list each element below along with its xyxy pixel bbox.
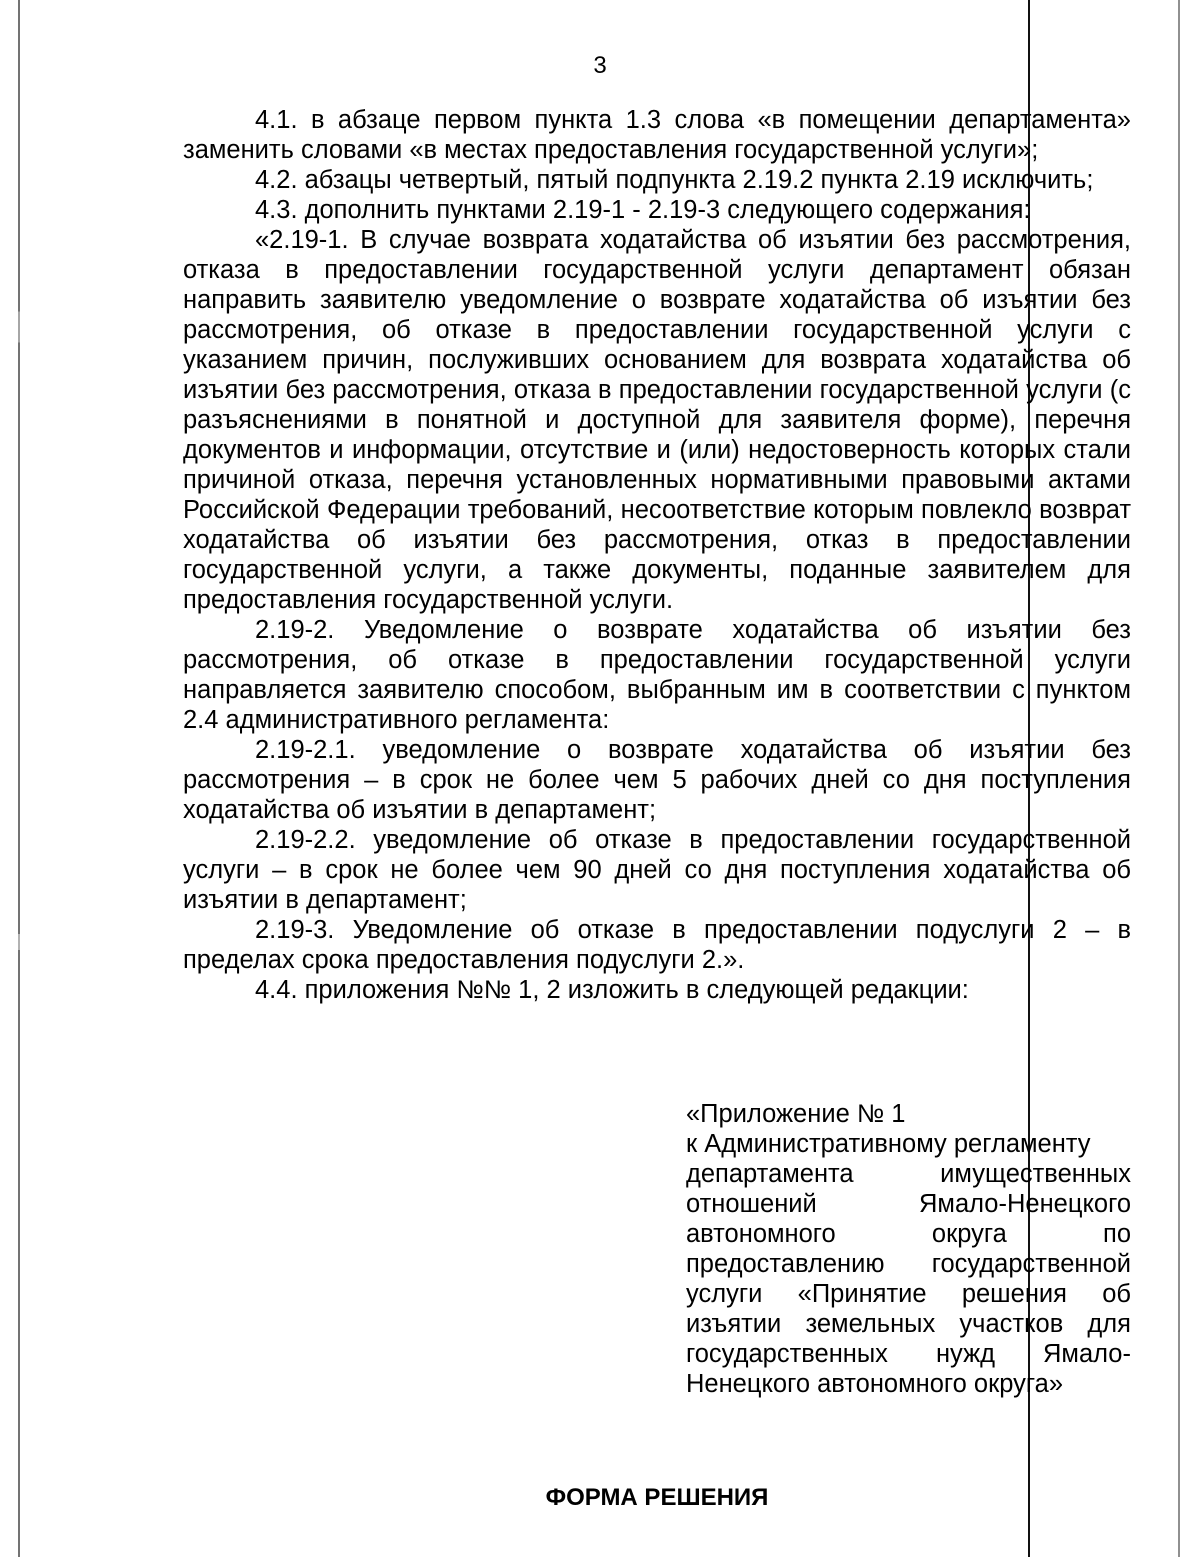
- scan-edge-right: [1178, 0, 1180, 1557]
- paragraph-4-2: 4.2. абзацы четвертый, пятый подпункта 2.19.2 пункта 2.19 исключить;: [255, 166, 1094, 194]
- paragraph-2-19-2-2: 2.19-2.2. уведомление об отказе в предоставлении государственной услуги – в срок не более чем 90 дней со дня поступления ходатайства об изъятии в департамент;: [183, 826, 1131, 914]
- paragraph-4-1: 4.1. в абзаце первом пункта 1.3 слова «в помещении департамента» заменить словами «в местах предоставления государственной услуги»;: [183, 106, 1131, 164]
- document-body: [183, 105, 1131, 1005]
- paragraph-2-19-3: 2.19-3. Уведомление об отказе в предоставлении подуслуги 2 – в пределах срока предоставления подуслуги 2.».: [183, 916, 1131, 974]
- scan-edge-left: [18, 0, 20, 1557]
- paragraph-2-19-2: 2.19-2. Уведомление о возврате ходатайства об изъятии без рассмотрения, об отказе в предоставлении государственной услуги направляется заявителю способом, выбранным им в соответствии с пунктом 2.4 административного регламента:: [183, 616, 1131, 734]
- appendix-heading: «Приложение № 1: [686, 1100, 906, 1128]
- paragraph-4-3: 4.3. дополнить пунктами 2.19-1 - 2.19-3 следующего содержания:: [255, 196, 1031, 224]
- page-number: 3: [593, 52, 607, 79]
- appendix-body: департамента имущественных отношений Ямало-Ненецкого автономного округа по предоставлению государственной услуги «Принятие решения об изъятии земельных участков для государственных нужд Ямало-Ненецкого автономного округа»: [686, 1160, 1131, 1398]
- form-title: ФОРМА РЕШЕНИЯ: [545, 1484, 769, 1511]
- paragraph-2-19-2-1: 2.19-2.1. уведомление о возврате ходатайства об изъятии без рассмотрения – в срок не более чем 5 рабочих дней со дня поступления ходатайства об изъятии в департамент;: [183, 736, 1131, 824]
- appendix-line-2: к Административному регламенту: [686, 1130, 1091, 1158]
- paragraph-4-4: 4.4. приложения №№ 1, 2 изложить в следующей редакции:: [255, 976, 969, 1004]
- paragraph-2-19-1: «2.19-1. В случае возврата ходатайства об изъятии без рассмотрения, отказа в предоставлении государственной услуги департамент обязан направить заявителю уведомление о возврате ходатайства об изъятии без рассмотрения, об отказе в предоставлении государственной услуги с указанием причин, послуживших основанием для возврата ходатайства об изъятии без рассмотрения, отказа в предоставлении государственной услуги (с разъяснениями в понятной и доступной для заявителя форме), перечня документов и информации, отсутствие и (или) недостоверность которых стали причиной отказа, перечня установленных нормативными правовыми актами Российской Федерации требований, несоответствие которым повлекло возврат ходатайства об изъятии без рассмотрения, отказ в предоставлении государственной услуги, а также документы, поданные заявителем для предоставления государственной услуги.: [183, 226, 1131, 614]
- appendix-header: [686, 1099, 1131, 1399]
